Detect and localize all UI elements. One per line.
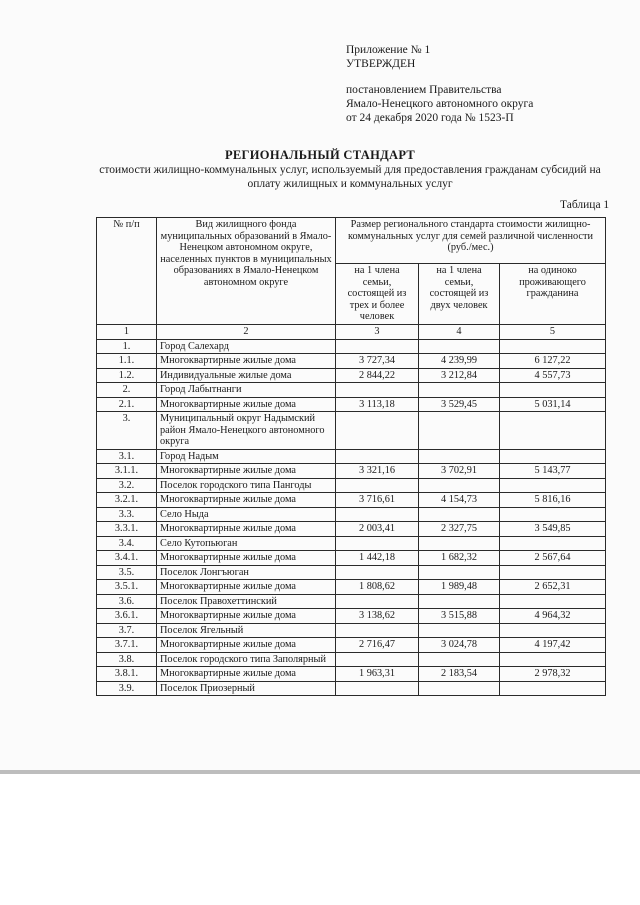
- row-name: Многоквартирные жилые дома: [157, 667, 336, 682]
- table-row: [97, 354, 606, 369]
- row-number: 3.7.1.: [97, 638, 157, 653]
- table-row: [97, 681, 606, 696]
- row-number: 3.2.: [97, 478, 157, 493]
- header-size: Размер регионального стандарта стоимости жилищно-коммунальных услуг для семей различной численности (руб./мес.): [336, 218, 606, 264]
- value-col4: [419, 594, 500, 609]
- value-col5: [500, 623, 606, 638]
- row-name: Многоквартирные жилые дома: [157, 493, 336, 508]
- row-number: 3.2.1.: [97, 493, 157, 508]
- table-row: [97, 623, 606, 638]
- value-col4: [419, 652, 500, 667]
- header-type: Вид жилищного фонда муниципальных образований в Ямало-Ненецком автономном округе, населенных пунктов в муниципальных образованиях в Ямало-Ненецком автономном округе: [157, 218, 336, 325]
- value-col5: 5 816,16: [500, 493, 606, 508]
- row-number: 3.4.: [97, 536, 157, 551]
- value-col3: 3 113,18: [336, 397, 419, 412]
- table-row: [97, 507, 606, 522]
- table-row: [97, 565, 606, 580]
- table-row: [97, 368, 606, 383]
- value-col4: 2 327,75: [419, 522, 500, 537]
- value-col3: [336, 383, 419, 398]
- header-col4: на 1 члена семьи, состоящей из двух человек: [419, 264, 500, 325]
- row-name: Поселок Лонгъюган: [157, 565, 336, 580]
- row-name: Многоквартирные жилые дома: [157, 609, 336, 624]
- value-col3: 1 808,62: [336, 580, 419, 595]
- value-col5: [500, 339, 606, 354]
- row-number: 3.5.1.: [97, 580, 157, 595]
- value-col5: [500, 652, 606, 667]
- table-row: [97, 339, 606, 354]
- row-number: 3.9.: [97, 681, 157, 696]
- colnum: 4: [419, 325, 500, 340]
- value-col5: [500, 681, 606, 696]
- row-number: 3.8.1.: [97, 667, 157, 682]
- value-col5: [500, 565, 606, 580]
- table-row: [97, 580, 606, 595]
- table-row: [97, 551, 606, 566]
- row-number: 1.2.: [97, 368, 157, 383]
- value-col3: 2 716,47: [336, 638, 419, 653]
- value-col5: 6 127,22: [500, 354, 606, 369]
- document-title: РЕГИОНАЛЬНЫЙ СТАНДАРТ: [224, 148, 416, 162]
- value-col3: [336, 339, 419, 354]
- value-col4: [419, 412, 500, 450]
- appendix-label: Приложение № 1: [346, 44, 431, 56]
- value-col5: [500, 507, 606, 522]
- row-name: Индивидуальные жилые дома: [157, 368, 336, 383]
- value-col4: 4 154,73: [419, 493, 500, 508]
- value-col4: [419, 339, 500, 354]
- row-name: Поселок Ягельный: [157, 623, 336, 638]
- table-row: [97, 449, 606, 464]
- row-name: Многоквартирные жилые дома: [157, 580, 336, 595]
- value-col3: 3 716,61: [336, 493, 419, 508]
- header-col3: на 1 члена семьи, состоящей из трех и более человек: [336, 264, 419, 325]
- row-name: Село Кутопьюган: [157, 536, 336, 551]
- value-col5: [500, 412, 606, 450]
- row-number: 2.1.: [97, 397, 157, 412]
- colnum: 3: [336, 325, 419, 340]
- value-col3: [336, 478, 419, 493]
- row-number: 1.1.: [97, 354, 157, 369]
- value-col5: [500, 594, 606, 609]
- table-row: [97, 412, 606, 450]
- row-name: Поселок городского типа Пангоды: [157, 478, 336, 493]
- value-col5: 2 652,31: [500, 580, 606, 595]
- value-col5: [500, 383, 606, 398]
- table-row: [97, 493, 606, 508]
- row-name: Город Лабытнанги: [157, 383, 336, 398]
- row-name: Поселок Правохеттинский: [157, 594, 336, 609]
- value-col5: 5 031,14: [500, 397, 606, 412]
- value-col3: 1 442,18: [336, 551, 419, 566]
- value-col5: [500, 536, 606, 551]
- value-col3: 3 727,34: [336, 354, 419, 369]
- value-col4: 4 239,99: [419, 354, 500, 369]
- value-col4: [419, 383, 500, 398]
- date-line: от 24 декабря 2020 года № 1523-П: [346, 112, 514, 124]
- table-row: [97, 464, 606, 479]
- government-line: Ямало-Ненецкого автономного округа: [346, 98, 534, 110]
- value-col3: 3 138,62: [336, 609, 419, 624]
- value-col4: 3 515,88: [419, 609, 500, 624]
- document-subtitle: стоимости жилищно-коммунальных услуг, используемый для предоставления гражданам субсидий на оплату жилищных и коммунальных услуг: [99, 164, 601, 190]
- row-number: 3.5.: [97, 565, 157, 580]
- value-col4: 2 183,54: [419, 667, 500, 682]
- value-col5: [500, 449, 606, 464]
- value-col4: 3 702,91: [419, 464, 500, 479]
- row-name: Многоквартирные жилые дома: [157, 522, 336, 537]
- row-number: 1.: [97, 339, 157, 354]
- row-number: 3.8.: [97, 652, 157, 667]
- table-row: [97, 667, 606, 682]
- row-name: Село Ныда: [157, 507, 336, 522]
- scan-edge: [0, 770, 640, 774]
- row-name: Многоквартирные жилые дома: [157, 551, 336, 566]
- value-col5: 4 964,32: [500, 609, 606, 624]
- approved-label: УТВЕРЖДЕН: [346, 58, 416, 70]
- table-row: [97, 652, 606, 667]
- table-row: [97, 536, 606, 551]
- colnum: 2: [157, 325, 336, 340]
- value-col3: [336, 623, 419, 638]
- value-col3: [336, 449, 419, 464]
- row-number: 3.3.: [97, 507, 157, 522]
- table-row: [97, 383, 606, 398]
- value-col5: 4 197,42: [500, 638, 606, 653]
- value-col5: [500, 478, 606, 493]
- row-number: 3.3.1.: [97, 522, 157, 537]
- value-col5: 2 567,64: [500, 551, 606, 566]
- value-col5: 2 978,32: [500, 667, 606, 682]
- row-name: Многоквартирные жилые дома: [157, 464, 336, 479]
- standard-table: [96, 217, 606, 696]
- value-col4: 3 024,78: [419, 638, 500, 653]
- row-number: 3.4.1.: [97, 551, 157, 566]
- row-name: Поселок городского типа Заполярный: [157, 652, 336, 667]
- value-col4: [419, 449, 500, 464]
- header-col5: на одиноко проживающего гражданина: [500, 264, 606, 325]
- value-col3: [336, 681, 419, 696]
- row-number: 3.1.: [97, 449, 157, 464]
- value-col4: [419, 565, 500, 580]
- row-name: Многоквартирные жилые дома: [157, 397, 336, 412]
- value-col5: 4 557,73: [500, 368, 606, 383]
- value-col3: 1 963,31: [336, 667, 419, 682]
- value-col3: [336, 565, 419, 580]
- value-col3: [336, 536, 419, 551]
- table-row: [97, 522, 606, 537]
- row-number: 3.: [97, 412, 157, 450]
- approval-block: [346, 43, 533, 125]
- row-name: Многоквартирные жилые дома: [157, 354, 336, 369]
- value-col3: [336, 412, 419, 450]
- header-num: № п/п: [97, 218, 157, 325]
- resolution-line: постановлением Правительства: [346, 84, 502, 96]
- row-name: Поселок Приозерный: [157, 681, 336, 696]
- value-col4: 3 529,45: [419, 397, 500, 412]
- value-col4: 1 989,48: [419, 580, 500, 595]
- value-col3: 2 844,22: [336, 368, 419, 383]
- row-number: 3.6.1.: [97, 609, 157, 624]
- table-row: [97, 594, 606, 609]
- row-name: Многоквартирные жилые дома: [157, 638, 336, 653]
- table-row: [97, 638, 606, 653]
- colnum: 1: [97, 325, 157, 340]
- row-number: 2.: [97, 383, 157, 398]
- value-col4: [419, 478, 500, 493]
- value-col4: [419, 623, 500, 638]
- value-col3: [336, 594, 419, 609]
- table-row: [97, 478, 606, 493]
- row-number: 3.7.: [97, 623, 157, 638]
- table-row: [97, 397, 606, 412]
- value-col5: 5 143,77: [500, 464, 606, 479]
- value-col4: 3 212,84: [419, 368, 500, 383]
- value-col3: [336, 507, 419, 522]
- table-label: Таблица 1: [560, 199, 610, 211]
- value-col4: [419, 536, 500, 551]
- value-col3: 3 321,16: [336, 464, 419, 479]
- column-numbers-row: [97, 325, 606, 340]
- table-row: [97, 609, 606, 624]
- value-col4: [419, 507, 500, 522]
- row-number: 3.6.: [97, 594, 157, 609]
- row-name: Город Надым: [157, 449, 336, 464]
- value-col4: 1 682,32: [419, 551, 500, 566]
- value-col3: 2 003,41: [336, 522, 419, 537]
- value-col5: 3 549,85: [500, 522, 606, 537]
- colnum: 5: [500, 325, 606, 340]
- row-name: Город Салехард: [157, 339, 336, 354]
- value-col4: [419, 681, 500, 696]
- value-col3: [336, 652, 419, 667]
- row-number: 3.1.1.: [97, 464, 157, 479]
- row-name: Муниципальный округ Надымский район Ямало-Ненецкого автономного округа: [157, 412, 336, 450]
